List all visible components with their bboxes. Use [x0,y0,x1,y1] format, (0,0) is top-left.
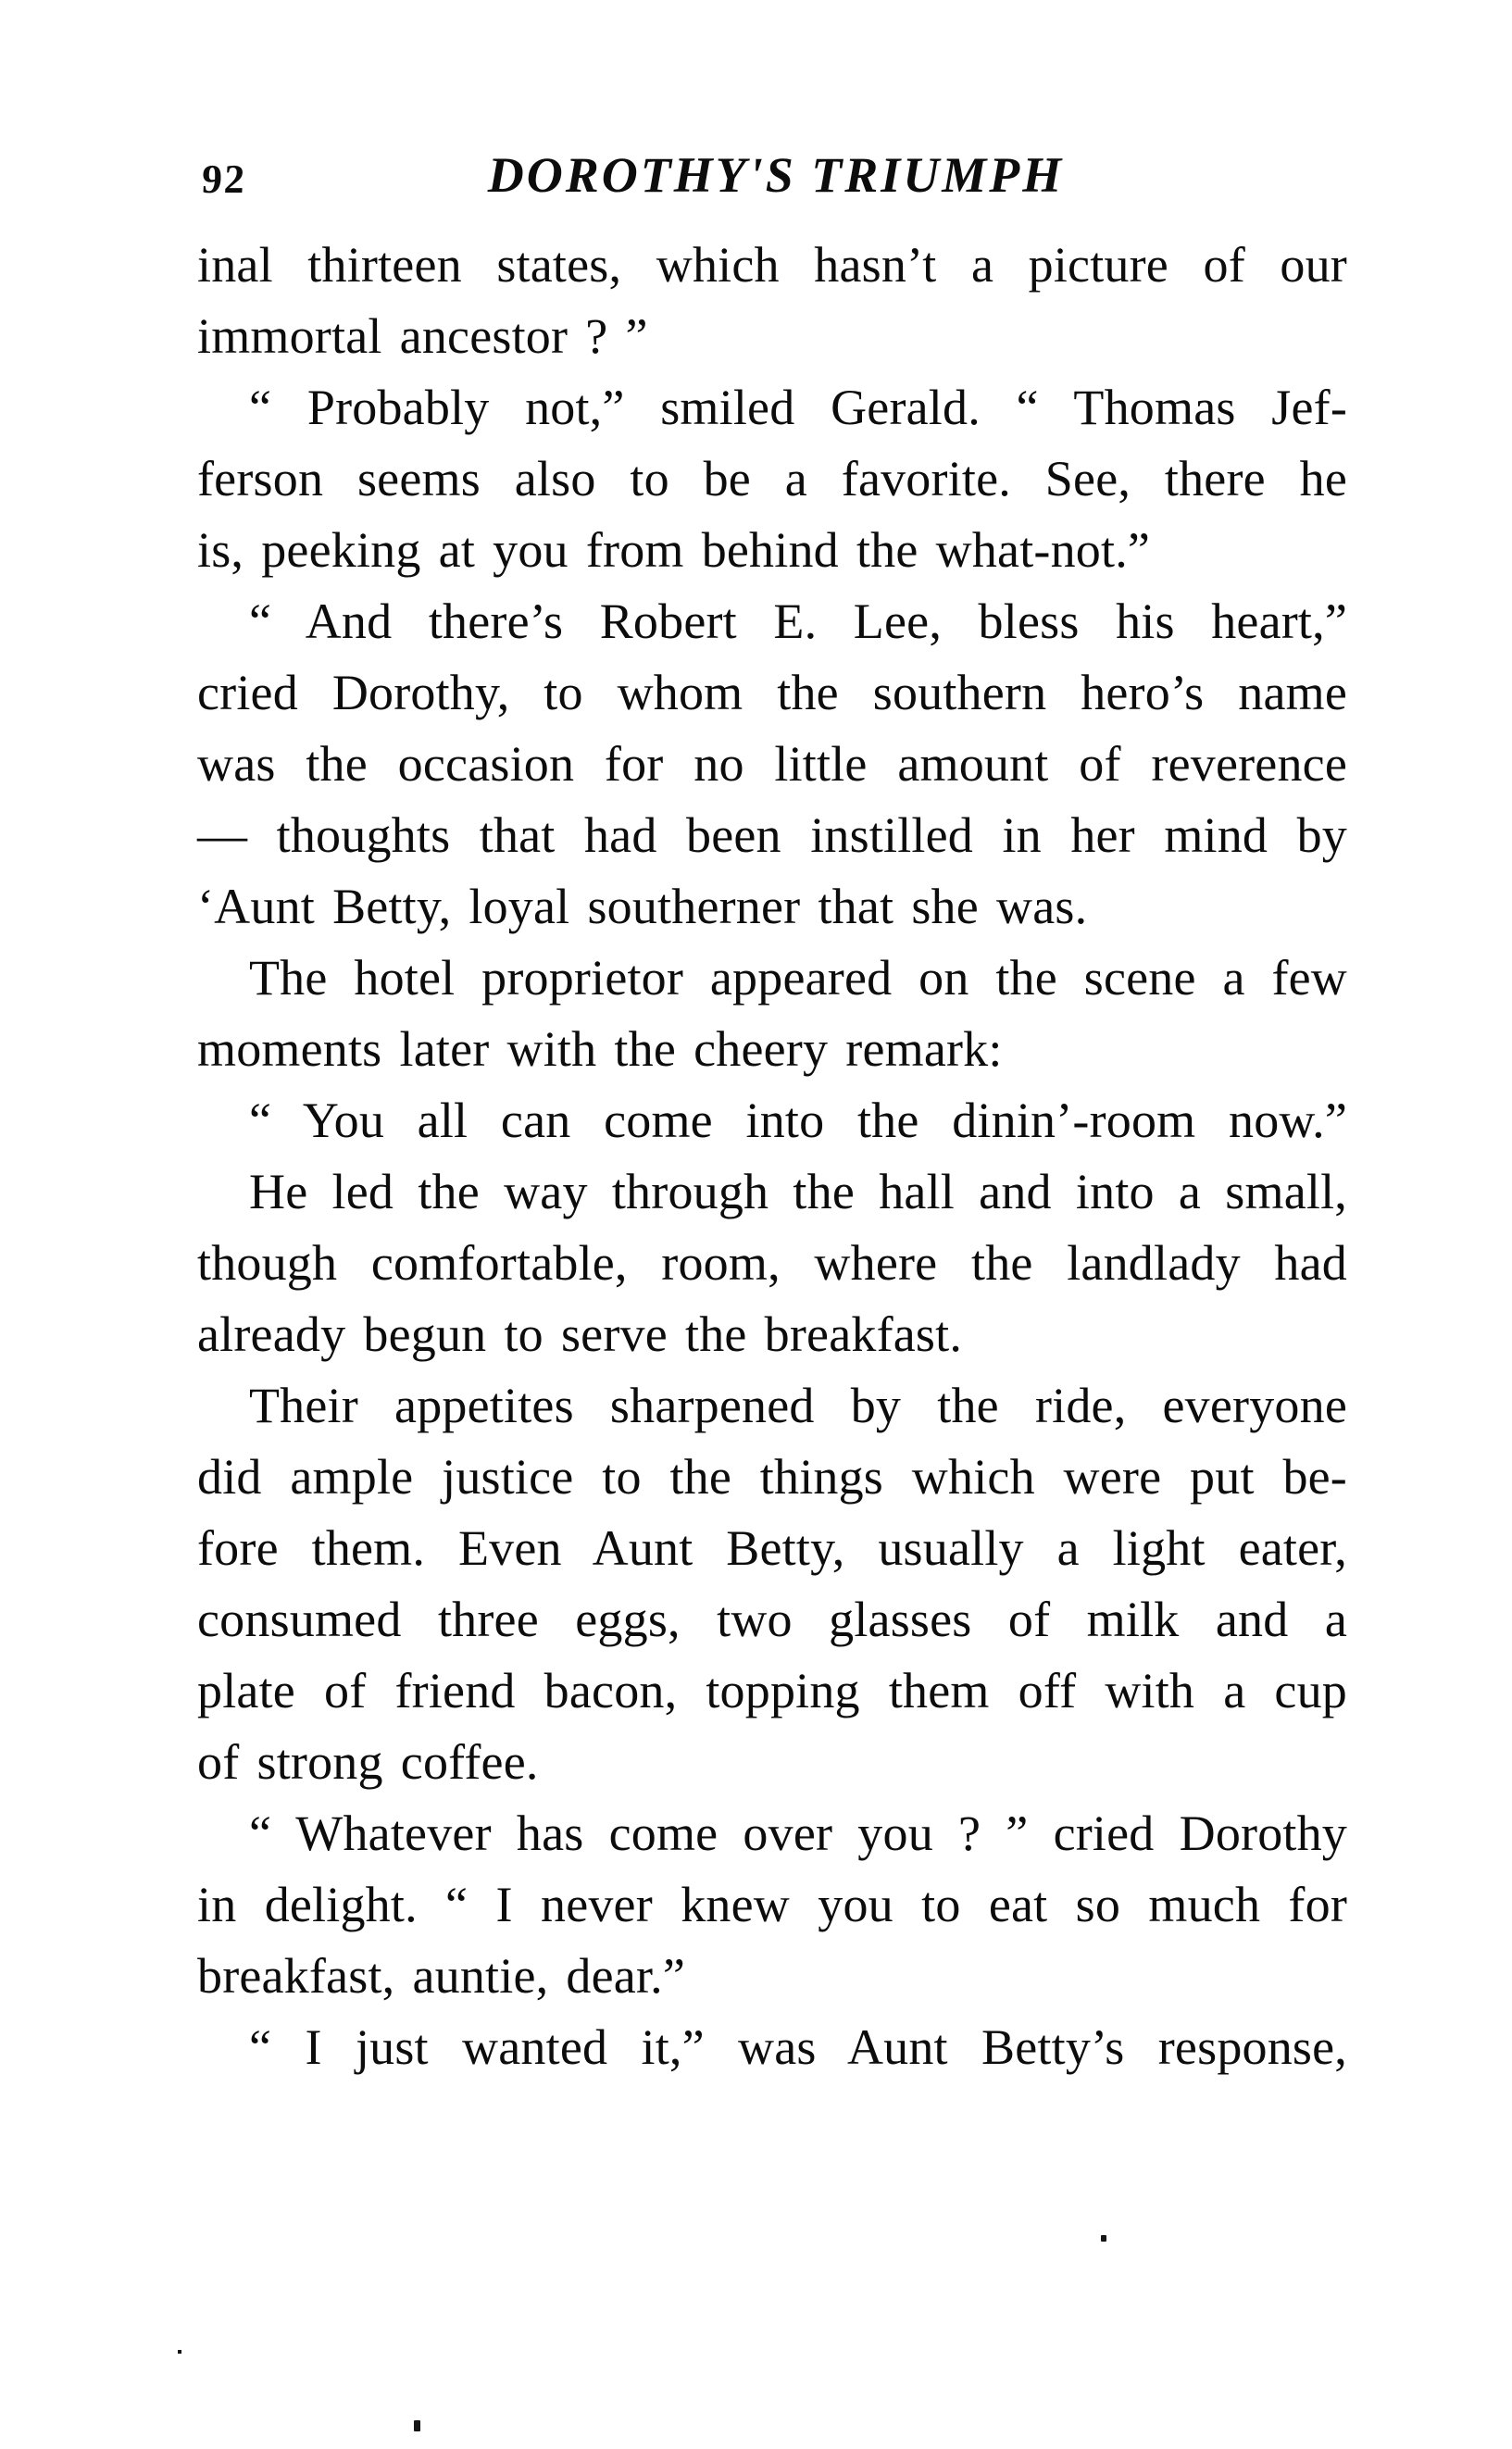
text-line: fore them. Even Aunt Betty, usually a light eater, [197,1520,1347,1576]
text-line: — thoughts that had been instilled in her mind by [197,807,1347,863]
text-line: ‘Aunt Betty, loyal southerner that she was. [197,879,1088,934]
text-line: in delight. “ I never knew you to eat so much for [197,1877,1347,1932]
text-line: inal thirteen states, which hasn’t a picture of our [197,237,1347,293]
text-line: plate of friend bacon, topping them off with a cup [197,1663,1347,1718]
text-line: though comfortable, room, where the landlady had [197,1235,1347,1291]
text-line: immortal ancestor ? ” [197,308,648,364]
text-line: of strong coffee. [197,1734,539,1790]
text-line: already begun to serve the breakfast. [197,1306,963,1362]
text-line: “ You all can come into the dinin’-room now.” [249,1093,1347,1148]
running-title: DOROTHY'S TRIUMPH [487,147,1065,203]
text-line: “ I just wanted it,” was Aunt Betty’s response, [249,2019,1347,2075]
text-line: “ And there’s Robert E. Lee, bless his heart,” [249,594,1347,649]
text-line: consumed three eggs, two glasses of milk and a [197,1592,1347,1647]
text-line: The hotel proprietor appeared on the scene a few [249,950,1347,1006]
text-line: breakfast, auntie, dear.” [197,1948,686,2004]
page-header [0,0,1512,241]
ink-speck [178,2350,181,2354]
text-line: “ Whatever has come over you ? ” cried Dorothy [249,1806,1347,1861]
ink-speck [414,2420,420,2431]
text-line: “ Probably not,” smiled Gerald. “ Thomas Jef- [249,380,1347,435]
text-line: is, peeking at you from behind the what-not.” [197,522,1151,578]
page-number: 92 [200,156,248,202]
text-line: cried Dorothy, to whom the southern hero’s name [197,665,1347,720]
text-line: He led the way through the hall and into a small, [249,1164,1347,1219]
body-text-block [197,230,1347,2083]
text-line: moments later with the cheery remark: [197,1021,1003,1077]
text-line: ferson seems also to be a favorite. See, there he [197,451,1347,506]
ink-speck [1101,2235,1106,2242]
text-line: was the occasion for no little amount of reverence [197,736,1347,792]
text-line: did ample justice to the things which were put be- [197,1449,1347,1505]
text-line: Their appetites sharpened by the ride, everyone [249,1378,1347,1433]
